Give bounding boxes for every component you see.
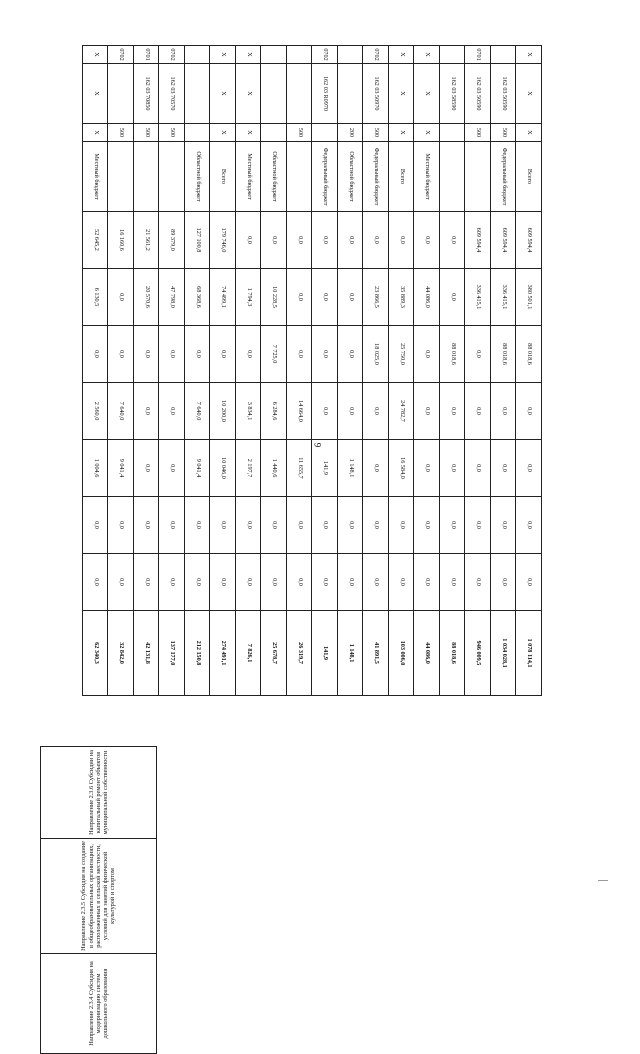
year-2021-cell: 0,0 <box>236 554 262 611</box>
table-row <box>185 46 211 696</box>
year-2018-cell: 10 200,0 <box>210 383 236 440</box>
section-code-cell <box>491 46 517 64</box>
expense-type-cell <box>312 124 338 142</box>
year-2019-cell: 1 004,6 <box>83 440 109 497</box>
target-article-cell <box>108 64 134 124</box>
year-2017-cell: 0,0 <box>210 326 236 383</box>
direction-2-3-6: Направление 2.3.6 Субсидии на капитальный ремонт объектов муниципальной собственности <box>41 747 157 839</box>
year-2021-cell: 0,0 <box>389 554 415 611</box>
section-code-cell: X <box>414 46 440 64</box>
year-2018-cell: 6 284,6 <box>261 383 287 440</box>
year-2015-cell: 0,0 <box>312 212 338 269</box>
year-2017-cell: 0,0 <box>83 326 109 383</box>
year-2015-cell: 21 561,2 <box>134 212 160 269</box>
year-2021-cell: 0,0 <box>440 554 466 611</box>
year-2017-cell: 0,0 <box>159 326 185 383</box>
year-2016-cell: 47 798,0 <box>159 269 185 326</box>
year-2016-cell: 35 889,3 <box>389 269 415 326</box>
total-cell: 62 340,3 <box>83 611 109 696</box>
section-code-cell: X <box>210 46 236 64</box>
year-2015-cell: 0,0 <box>338 212 364 269</box>
year-2018-cell: 0,0 <box>414 383 440 440</box>
year-2020-cell: 0,0 <box>491 497 517 554</box>
total-cell: 25 678,7 <box>261 611 287 696</box>
table-row <box>312 46 338 696</box>
year-2021-cell: 0,0 <box>363 554 389 611</box>
table-row <box>465 46 491 696</box>
expense-type-cell: X <box>236 124 262 142</box>
total-cell: 44 086,0 <box>414 611 440 696</box>
year-2018-cell: 0,0 <box>312 383 338 440</box>
year-2015-cell: 0,0 <box>389 212 415 269</box>
year-2015-cell: 52 645,2 <box>83 212 109 269</box>
year-2016-cell: 0,0 <box>108 269 134 326</box>
section-code-cell: 0702 <box>363 46 389 64</box>
year-2018-cell: 14 664,0 <box>287 383 313 440</box>
table-row <box>159 46 185 696</box>
expense-type-cell: 500 <box>287 124 313 142</box>
year-2015-cell: 0,0 <box>261 212 287 269</box>
funding-source-cell: Федеральный бюджет <box>312 142 338 212</box>
total-cell: 103 006,0 <box>389 611 415 696</box>
year-2015-cell: 0,0 <box>236 212 262 269</box>
year-2019-cell: 2 197,7 <box>236 440 262 497</box>
year-2019-cell: 0,0 <box>363 440 389 497</box>
funding-source-cell <box>287 142 313 212</box>
expense-type-cell: X <box>516 124 542 142</box>
table-row <box>236 46 262 696</box>
year-2016-cell: 44 086,0 <box>414 269 440 326</box>
year-2021-cell: 0,0 <box>465 554 491 611</box>
year-2017-cell: 0,0 <box>338 326 364 383</box>
expense-type-cell: X <box>210 124 236 142</box>
funding-source-cell <box>108 142 134 212</box>
year-2015-cell: 0,0 <box>440 212 466 269</box>
table-row <box>261 46 287 696</box>
budget-table <box>82 45 542 696</box>
total-cell: 41 891,5 <box>363 611 389 696</box>
funding-source-cell: Областной бюджет <box>185 142 211 212</box>
year-2017-cell: 88 018,6 <box>491 326 517 383</box>
funding-source-cell: Местный бюджет <box>83 142 109 212</box>
table-row <box>389 46 415 696</box>
total-cell: 1 148,1 <box>338 611 364 696</box>
year-2021-cell: 0,0 <box>159 554 185 611</box>
year-2021-cell: 0,0 <box>338 554 364 611</box>
table-row <box>210 46 236 696</box>
year-2016-cell: 74 499,1 <box>210 269 236 326</box>
year-2017-cell: 0,0 <box>108 326 134 383</box>
target-article-cell: X <box>389 64 415 124</box>
total-cell: 1 078 114,1 <box>516 611 542 696</box>
section-code-cell <box>185 46 211 64</box>
expense-type-cell: 500 <box>108 124 134 142</box>
year-2020-cell: 0,0 <box>516 497 542 554</box>
expense-type-cell: X <box>389 124 415 142</box>
year-2019-cell: 1 148,1 <box>338 440 364 497</box>
year-2020-cell: 0,0 <box>108 497 134 554</box>
total-cell: 141,9 <box>312 611 338 696</box>
expense-type-cell: 500 <box>159 124 185 142</box>
year-2018-cell: 0,0 <box>338 383 364 440</box>
table-row <box>363 46 389 696</box>
year-2018-cell: 0,0 <box>516 383 542 440</box>
section-code-cell <box>338 46 364 64</box>
year-2017-cell: 18 025,0 <box>363 326 389 383</box>
year-2018-cell: 7 640,0 <box>108 383 134 440</box>
table-row <box>287 46 313 696</box>
section-code-cell: 0701 <box>465 46 491 64</box>
target-article-cell: 162 03 50590 <box>491 64 517 124</box>
year-2019-cell: 0,0 <box>465 440 491 497</box>
year-2019-cell: 9 041,4 <box>108 440 134 497</box>
year-2016-cell: 20 570,6 <box>134 269 160 326</box>
table-row <box>83 46 109 696</box>
section-code-cell <box>261 46 287 64</box>
total-cell: 946 009,5 <box>465 611 491 696</box>
target-article-cell: 162 03 58590 <box>440 64 466 124</box>
table-row <box>414 46 440 696</box>
year-2015-cell: 609 594,4 <box>465 212 491 269</box>
section-code-cell: X <box>516 46 542 64</box>
total-cell: 26 319,7 <box>287 611 313 696</box>
expense-type-cell <box>440 124 466 142</box>
expense-type-cell: 500 <box>363 124 389 142</box>
funding-source-cell: Областной бюджет <box>261 142 287 212</box>
year-2018-cell: 24 782,7 <box>389 383 415 440</box>
target-article-cell <box>287 64 313 124</box>
total-cell: 274 491,1 <box>210 611 236 696</box>
year-2018-cell: 0,0 <box>465 383 491 440</box>
year-2016-cell: 380 501,1 <box>516 269 542 326</box>
year-2021-cell: 0,0 <box>83 554 109 611</box>
year-2016-cell: 336 415,1 <box>465 269 491 326</box>
section-code-cell: 0701 <box>134 46 160 64</box>
target-article-cell <box>185 64 211 124</box>
year-2020-cell: 0,0 <box>440 497 466 554</box>
year-2018-cell: 0,0 <box>491 383 517 440</box>
year-2020-cell: 0,0 <box>363 497 389 554</box>
funding-source-cell: Всего <box>210 142 236 212</box>
year-2017-cell: 0,0 <box>287 326 313 383</box>
year-2017-cell: 0,0 <box>134 326 160 383</box>
year-2020-cell: 0,0 <box>465 497 491 554</box>
year-2015-cell: 0,0 <box>363 212 389 269</box>
funding-source-cell: Областной бюджет <box>338 142 364 212</box>
year-2018-cell: 3 834,1 <box>236 383 262 440</box>
year-2020-cell: 0,0 <box>159 497 185 554</box>
expense-type-cell: 500 <box>491 124 517 142</box>
target-article-cell <box>338 64 364 124</box>
section-code-cell: 0702 <box>159 46 185 64</box>
section-code-cell: X <box>389 46 415 64</box>
table-row <box>108 46 134 696</box>
total-cell: 42 131,8 <box>134 611 160 696</box>
year-2015-cell: 0,0 <box>287 212 313 269</box>
year-2021-cell: 0,0 <box>134 554 160 611</box>
target-article-cell: 162 03 70570 <box>159 64 185 124</box>
year-2017-cell: 88 018,6 <box>516 326 542 383</box>
expense-type-cell <box>185 124 211 142</box>
year-2020-cell: 0,0 <box>210 497 236 554</box>
year-2015-cell: 16 160,6 <box>108 212 134 269</box>
direction-2-3-4: Направление 2.3.4 Субсидия на модернизацию систем дошкольного образования <box>41 954 157 1054</box>
year-2019-cell: 10 046,0 <box>210 440 236 497</box>
year-2018-cell: 0,0 <box>440 383 466 440</box>
year-2021-cell: 0,0 <box>108 554 134 611</box>
target-article-cell <box>261 64 287 124</box>
year-2018-cell: 0,0 <box>134 383 160 440</box>
year-2020-cell: 0,0 <box>287 497 313 554</box>
year-2017-cell: 0,0 <box>465 326 491 383</box>
year-2021-cell: 0,0 <box>185 554 211 611</box>
year-2017-cell: 88 018,6 <box>440 326 466 383</box>
year-2021-cell: 0,0 <box>287 554 313 611</box>
year-2017-cell: 0,0 <box>414 326 440 383</box>
total-cell: 212 150,8 <box>185 611 211 696</box>
year-2020-cell: 0,0 <box>185 497 211 554</box>
funding-source-cell <box>159 142 185 212</box>
year-2016-cell: 23 866,5 <box>363 269 389 326</box>
scan-mark <box>598 880 608 881</box>
target-article-cell: 162 03 50970 <box>363 64 389 124</box>
funding-source-cell <box>465 142 491 212</box>
year-2017-cell: 0,0 <box>312 326 338 383</box>
total-cell: 32 842,0 <box>108 611 134 696</box>
year-2021-cell: 0,0 <box>312 554 338 611</box>
total-cell: 7 826,1 <box>236 611 262 696</box>
funding-source-cell: Всего <box>389 142 415 212</box>
total-cell: 137 177,0 <box>159 611 185 696</box>
year-2019-cell: 141,9 <box>312 440 338 497</box>
year-2015-cell: 0,0 <box>414 212 440 269</box>
year-2020-cell: 0,0 <box>389 497 415 554</box>
expense-type-cell: X <box>83 124 109 142</box>
year-2015-cell: 89 379,0 <box>159 212 185 269</box>
funding-source-cell: Федеральный бюджет <box>363 142 389 212</box>
year-2019-cell: 9 041,4 <box>185 440 211 497</box>
year-2016-cell: 0,0 <box>440 269 466 326</box>
section-code-cell <box>440 46 466 64</box>
target-article-cell: X <box>83 64 109 124</box>
year-2015-cell: 127 100,8 <box>185 212 211 269</box>
total-cell: 1 034 028,1 <box>491 611 517 696</box>
funding-source-cell <box>134 142 160 212</box>
budget-table-container <box>82 45 542 695</box>
section-code-cell: X <box>236 46 262 64</box>
section-code-cell: 0702 <box>312 46 338 64</box>
year-2016-cell: 1 794,3 <box>236 269 262 326</box>
page-number: 9 <box>312 442 323 448</box>
direction-2-3-5: Направление 2.3.5 Субсидия на создание в общеобразовательных организациях, расположенных в сельской местности, условий для занятий физической культурой и спортом <box>41 839 157 954</box>
year-2020-cell: 0,0 <box>261 497 287 554</box>
year-2016-cell: 0,0 <box>287 269 313 326</box>
target-article-cell: X <box>236 64 262 124</box>
year-2016-cell: 336 415,1 <box>491 269 517 326</box>
year-2018-cell: 7 640,0 <box>185 383 211 440</box>
expense-type-cell: X <box>414 124 440 142</box>
year-2017-cell: 7 725,0 <box>261 326 287 383</box>
year-2019-cell: 0,0 <box>516 440 542 497</box>
target-article-cell: 162 03 70850 <box>134 64 160 124</box>
year-2018-cell: 0,0 <box>363 383 389 440</box>
year-2016-cell: 68 368,6 <box>185 269 211 326</box>
year-2021-cell: 0,0 <box>210 554 236 611</box>
table-row <box>440 46 466 696</box>
target-article-cell: 162 03 R0970 <box>312 64 338 124</box>
expense-type-cell: 500 <box>465 124 491 142</box>
year-2018-cell: 0,0 <box>159 383 185 440</box>
target-article-cell: 162 03 50590 <box>465 64 491 124</box>
year-2020-cell: 0,0 <box>134 497 160 554</box>
year-2019-cell: 0,0 <box>414 440 440 497</box>
expense-type-cell: 500 <box>134 124 160 142</box>
year-2020-cell: 0,0 <box>414 497 440 554</box>
funding-source-cell: Местный бюджет <box>236 142 262 212</box>
total-cell: 88 018,6 <box>440 611 466 696</box>
year-2021-cell: 0,0 <box>261 554 287 611</box>
table-row <box>516 46 542 696</box>
directions-table <box>40 746 157 1054</box>
year-2020-cell: 0,0 <box>236 497 262 554</box>
section-code-cell: 0702 <box>108 46 134 64</box>
section-code-cell: X <box>83 46 109 64</box>
funding-source-cell: Федеральный бюджет <box>491 142 517 212</box>
year-2020-cell: 0,0 <box>312 497 338 554</box>
year-2015-cell: 609 594,4 <box>491 212 517 269</box>
funding-source-cell <box>440 142 466 212</box>
year-2016-cell: 0,0 <box>312 269 338 326</box>
year-2021-cell: 0,0 <box>491 554 517 611</box>
table-row <box>491 46 517 696</box>
year-2015-cell: 179 746,0 <box>210 212 236 269</box>
year-2019-cell: 0,0 <box>159 440 185 497</box>
year-2016-cell: 10 228,5 <box>261 269 287 326</box>
year-2016-cell: 6 130,5 <box>83 269 109 326</box>
year-2015-cell: 609 594,4 <box>516 212 542 269</box>
year-2019-cell: 16 584,0 <box>389 440 415 497</box>
target-article-cell: X <box>516 64 542 124</box>
funding-source-cell: Местный бюджет <box>414 142 440 212</box>
year-2019-cell: 0,0 <box>134 440 160 497</box>
table-row <box>338 46 364 696</box>
year-2019-cell: 0,0 <box>440 440 466 497</box>
table-row <box>134 46 160 696</box>
year-2017-cell: 0,0 <box>236 326 262 383</box>
year-2020-cell: 0,0 <box>83 497 109 554</box>
year-2021-cell: 0,0 <box>414 554 440 611</box>
year-2019-cell: 1 440,6 <box>261 440 287 497</box>
year-2020-cell: 0,0 <box>338 497 364 554</box>
target-article-cell: X <box>210 64 236 124</box>
year-2017-cell: 0,0 <box>185 326 211 383</box>
year-2019-cell: 11 655,7 <box>287 440 313 497</box>
expense-type-cell <box>261 124 287 142</box>
year-2017-cell: 25 750,0 <box>389 326 415 383</box>
target-article-cell: X <box>414 64 440 124</box>
section-code-cell <box>287 46 313 64</box>
expense-type-cell: 200 <box>338 124 364 142</box>
year-2021-cell: 0,0 <box>516 554 542 611</box>
year-2019-cell: 0,0 <box>491 440 517 497</box>
year-2016-cell: 0,0 <box>338 269 364 326</box>
funding-source-cell: Всего <box>516 142 542 212</box>
year-2018-cell: 2 560,0 <box>83 383 109 440</box>
